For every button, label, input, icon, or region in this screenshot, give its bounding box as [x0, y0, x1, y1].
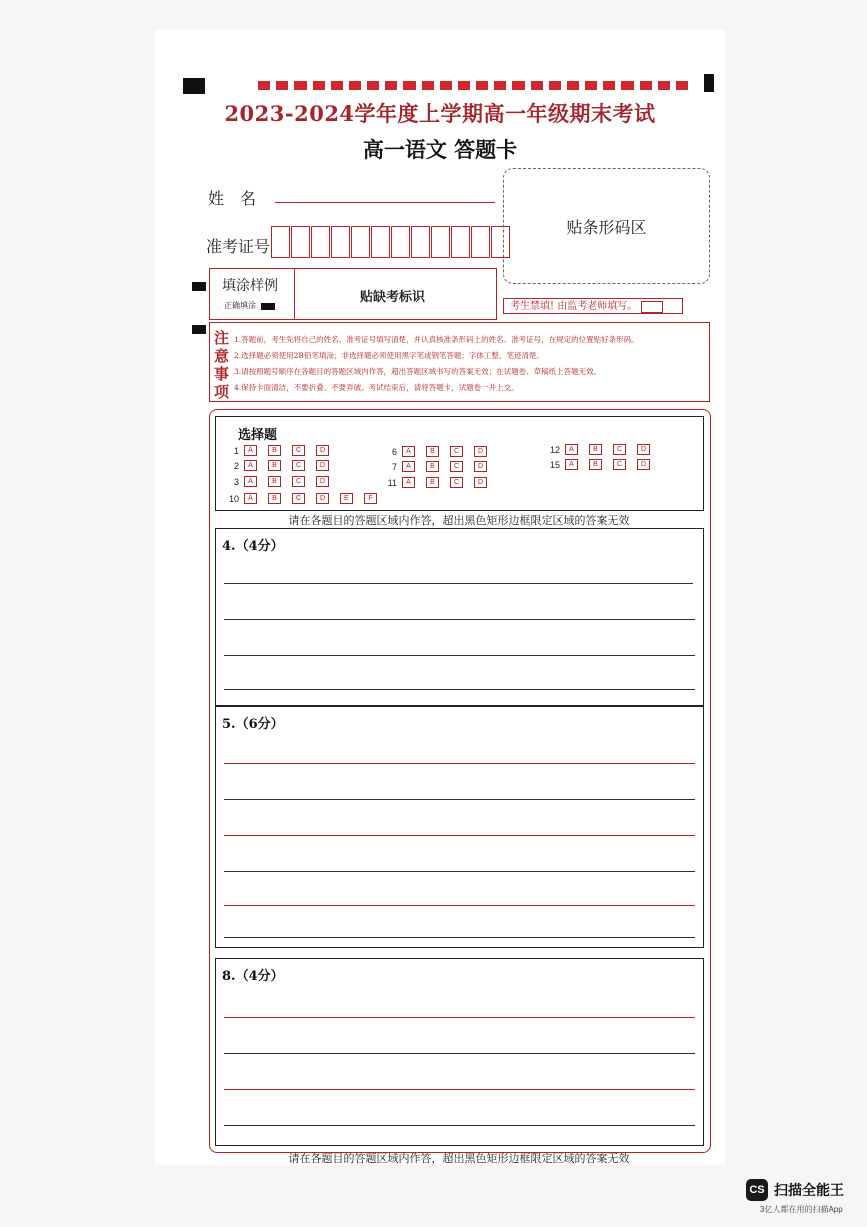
option-bubble[interactable]: D [474, 477, 487, 488]
choice-row [225, 493, 388, 504]
notice-line: 2.选择题必须使用2B铅笔填涂；非选择题必须使用黑字笔或钢笔答题；字体工整、笔迹清楚。 [234, 351, 544, 360]
barcode-area [503, 168, 710, 284]
option-bubble[interactable]: D [474, 461, 487, 472]
answer-box-q5[interactable] [215, 706, 704, 948]
answer-line [224, 689, 695, 690]
answer-line [224, 871, 695, 872]
option-bubble[interactable]: B [589, 459, 602, 470]
sample-example [210, 269, 295, 319]
exam-title: 2023-2024学年度上学期高一年级期末考试 [224, 101, 656, 126]
choice-row [546, 444, 661, 455]
question-number: 10 [228, 493, 239, 504]
choice-row [225, 476, 340, 487]
answer-line [224, 763, 695, 764]
question-number: 6 [391, 446, 397, 457]
question-number: 7 [391, 461, 397, 472]
option-bubble[interactable]: D [637, 444, 650, 455]
option-bubble[interactable]: B [589, 444, 602, 455]
option-bubble[interactable]: A [244, 493, 257, 504]
option-bubble[interactable]: A [402, 477, 415, 488]
option-bubble[interactable]: A [244, 445, 257, 456]
id-label: 准考证号 [206, 237, 271, 256]
option-bubble[interactable]: A [244, 476, 257, 487]
notice-char: 事 [214, 365, 230, 383]
alignment-marker-left-1 [192, 282, 206, 291]
answer-line [224, 619, 695, 620]
question-number: 2 [233, 460, 239, 471]
answer-box-q8[interactable] [215, 958, 704, 1146]
filled-mark-icon [261, 303, 275, 310]
option-bubble[interactable]: A [565, 444, 578, 455]
header-dash-bar [258, 81, 688, 90]
answer-label: 4.（4分） [222, 539, 284, 554]
option-bubble[interactable]: D [316, 445, 329, 456]
option-bubble[interactable]: D [316, 493, 329, 504]
option-bubble[interactable]: B [268, 476, 281, 487]
choice-row [383, 477, 498, 488]
notice-char: 注 [214, 329, 230, 347]
scanner-app-name: 扫描全能王 [774, 1182, 844, 1198]
option-bubble[interactable]: C [613, 444, 626, 455]
absent-label: 贴缺考标识 [360, 290, 426, 305]
question-number: 3 [233, 476, 239, 487]
option-bubble[interactable]: A [565, 459, 578, 470]
option-bubble[interactable]: A [402, 461, 415, 472]
option-bubble[interactable]: C [450, 461, 463, 472]
exam-subtitle: 高一语文 答题卡 [362, 137, 518, 162]
sample-correct-label: 正确填涂 [224, 301, 256, 310]
sample-box [209, 268, 497, 320]
answer-label: 8.（4分） [222, 969, 284, 984]
barcode-label: 贴条形码区 [566, 217, 647, 237]
option-bubble[interactable]: C [450, 446, 463, 457]
option-bubble[interactable]: D [316, 476, 329, 487]
option-bubble[interactable]: C [613, 459, 626, 470]
id-number-boxes[interactable] [271, 226, 511, 258]
answer-warning-top: 请在各题目的答题区域内作答，超出黑色矩形边框限定区域的答案无效 [288, 514, 630, 527]
answer-line [224, 655, 695, 656]
notice-line: 4.保持卡面清洁，不要折叠、不要弄破。考试结束后，请将答题卡，试题卷一并上交。 [234, 383, 519, 392]
answer-line [224, 1089, 695, 1090]
answer-line [224, 1017, 695, 1018]
name-label: 姓 名 [208, 189, 257, 208]
answer-box-q4[interactable] [215, 528, 704, 706]
choice-title: 选择题 [238, 428, 278, 443]
notice-box [209, 322, 710, 402]
notice-char: 意 [214, 347, 230, 365]
option-bubble[interactable]: B [268, 493, 281, 504]
choice-row [383, 446, 498, 457]
option-bubble[interactable]: B [426, 446, 439, 457]
option-bubble[interactable]: A [244, 460, 257, 471]
answer-warning-bottom: 请在各题目的答题区域内作答，超出黑色矩形边框限定区域的答案无效 [288, 1152, 630, 1165]
option-bubble[interactable]: D [474, 446, 487, 457]
name-field[interactable] [275, 202, 495, 203]
option-bubble[interactable]: B [268, 460, 281, 471]
choice-row [225, 460, 340, 471]
choice-row [225, 445, 340, 456]
proctor-checkbox[interactable] [641, 301, 663, 313]
option-bubble[interactable]: C [292, 476, 305, 487]
answer-line [224, 905, 695, 906]
choice-row [546, 459, 661, 470]
scanner-tagline: 3亿人都在用的扫描App [760, 1205, 843, 1214]
scanner-watermark [746, 1179, 844, 1201]
option-bubble[interactable]: D [316, 460, 329, 471]
choice-row [383, 461, 498, 472]
question-number: 12 [549, 444, 560, 455]
sample-label: 填涂样例 [222, 278, 278, 294]
option-bubble[interactable]: B [426, 477, 439, 488]
option-bubble[interactable]: E [340, 493, 353, 504]
notice-line: 1.答题前，考生先将自己的姓名、准考证号填写清楚，并认真核准条形码上的姓名、准考证号，在规定的位置贴好条形码。 [234, 335, 639, 344]
option-bubble[interactable]: A [402, 446, 415, 457]
option-bubble[interactable]: D [637, 459, 650, 470]
alignment-marker-top-right [704, 74, 714, 92]
question-number: 1 [233, 445, 239, 456]
notice-char: 项 [214, 383, 230, 401]
answer-line [224, 583, 693, 584]
alignment-marker-left-2 [192, 325, 206, 334]
option-bubble[interactable]: C [450, 477, 463, 488]
answer-line [224, 1053, 695, 1054]
notice-line: 3.请按照题号顺序在各题目的答题区域内作答，超出答题区域书写的答案无效；在试题卷、草稿纸上答题无效。 [234, 367, 602, 376]
answer-line [224, 799, 695, 800]
proctor-field [503, 298, 683, 314]
option-bubble[interactable]: F [364, 493, 377, 504]
proctor-note: 考生禁填! 由监考老师填写。 [510, 301, 638, 312]
option-bubble[interactable]: B [426, 461, 439, 472]
answer-line [224, 835, 695, 836]
alignment-marker-top-left [183, 78, 205, 94]
camscanner-logo-icon: CS [746, 1179, 768, 1201]
answer-line [224, 937, 695, 938]
option-bubble[interactable]: C [292, 460, 305, 471]
question-number: 15 [549, 459, 560, 470]
question-number: 11 [387, 477, 397, 488]
answer-line [224, 1125, 695, 1126]
option-bubble[interactable]: B [268, 445, 281, 456]
option-bubble[interactable]: C [292, 493, 305, 504]
option-bubble[interactable]: C [292, 445, 305, 456]
answer-label: 5.（6分） [222, 717, 284, 732]
